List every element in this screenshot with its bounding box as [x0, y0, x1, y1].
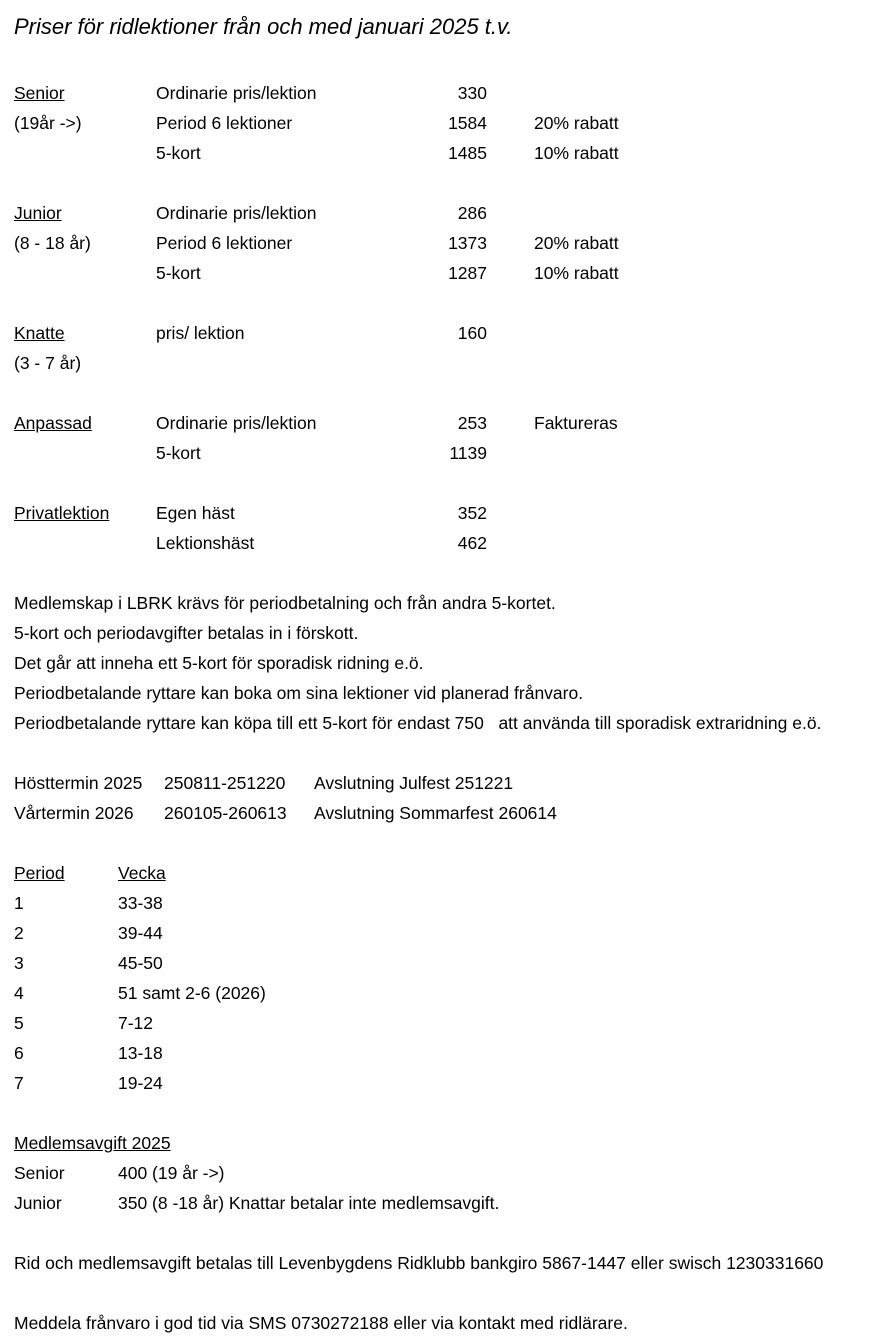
term-ending: Avslutning Julfest 251221 — [314, 773, 514, 793]
price-value: 1584 — [448, 113, 487, 133]
price-note: 20% rabatt — [534, 113, 619, 133]
period-header: Period — [14, 863, 65, 883]
price-note: 10% rabatt — [534, 143, 619, 163]
info-line: Periodbetalande ryttare kan köpa till ett 5-kort för endast 750 att använda till sporadisk extraridning e.ö. — [14, 713, 822, 733]
price-note: Faktureras — [534, 413, 618, 433]
price-note: 20% rabatt — [534, 233, 619, 253]
period-weeks: 51 samt 2-6 (2026) — [118, 983, 266, 1003]
period-number: 5 — [14, 1013, 24, 1033]
price-label: Ordinarie pris/lektion — [156, 203, 317, 223]
group-age-knatte: (3 - 7 år) — [14, 353, 82, 373]
group-name-anpassad: Anpassad — [14, 413, 92, 433]
period-weeks: 19-24 — [118, 1073, 163, 1093]
period-weeks: 13-18 — [118, 1043, 163, 1063]
period-weeks: 45-50 — [118, 953, 163, 973]
period-number: 3 — [14, 953, 24, 973]
price-label: 5-kort — [156, 263, 201, 283]
info-line: Medlemskap i LBRK krävs för periodbetalning och från andra 5-kortet. — [14, 593, 556, 613]
membership-value: 350 (8 -18 år) Knattar betalar inte medlemsavgift. — [118, 1193, 500, 1213]
term-dates: 260105-260613 — [164, 803, 287, 823]
price-note: 10% rabatt — [534, 263, 619, 283]
period-number: 7 — [14, 1073, 24, 1093]
price-value: 1373 — [448, 233, 487, 253]
membership-label: Senior — [14, 1163, 65, 1183]
period-weeks: 7-12 — [118, 1013, 154, 1033]
price-value: 330 — [457, 83, 487, 103]
price-value: 160 — [457, 323, 487, 343]
price-label: 5-kort — [156, 143, 201, 163]
period-number: 4 — [14, 983, 24, 1003]
price-label: Lektionshäst — [156, 533, 255, 553]
group-age-senior: (19år ->) — [14, 113, 82, 133]
price-label: pris/ lektion — [156, 323, 245, 343]
price-value: 286 — [457, 203, 487, 223]
price-label: Ordinarie pris/lektion — [156, 413, 317, 433]
group-name-senior: Senior — [14, 83, 65, 103]
price-label: Ordinarie pris/lektion — [156, 83, 317, 103]
price-value: 253 — [457, 413, 487, 433]
price-label: Period 6 lektioner — [156, 233, 293, 253]
term-name: Vårtermin 2026 — [14, 803, 134, 823]
group-name-privatlektion: Privatlektion — [14, 503, 110, 523]
term-ending: Avslutning Sommarfest 260614 — [314, 803, 557, 823]
info-line: Det går att inneha ett 5-kort för sporadisk ridning e.ö. — [14, 653, 424, 673]
price-value: 1139 — [449, 443, 487, 463]
membership-label: Junior — [14, 1193, 62, 1213]
price-value: 462 — [457, 533, 487, 553]
price-label: Egen häst — [156, 503, 235, 523]
group-name-knatte: Knatte — [14, 323, 65, 343]
price-label: Period 6 lektioner — [156, 113, 293, 133]
page-title: Priser för ridlektioner från och med januari 2025 t.v. — [14, 14, 513, 39]
absence-info: Meddela frånvaro i god tid via SMS 0730272188 eller via kontakt med ridlärare. — [14, 1313, 628, 1333]
price-value: 1287 — [448, 263, 487, 283]
info-line: Periodbetalande ryttare kan boka om sina lektioner vid planerad frånvaro. — [14, 683, 584, 703]
info-line: 5-kort och periodavgifter betalas in i förskott. — [14, 623, 359, 643]
period-weeks: 33-38 — [118, 893, 163, 913]
term-name: Hösttermin 2025 — [14, 773, 143, 793]
group-name-junior: Junior — [14, 203, 62, 223]
term-dates: 250811-251220 — [164, 773, 286, 793]
payment-info: Rid och medlemsavgift betalas till Levenbygdens Ridklubb bankgiro 5867-1447 eller swisch 1230331660 — [14, 1253, 824, 1273]
period-number: 2 — [14, 923, 24, 943]
period-weeks: 39-44 — [118, 923, 163, 943]
membership-heading: Medlemsavgift 2025 — [14, 1133, 171, 1153]
price-label: 5-kort — [156, 443, 201, 463]
price-value: 1485 — [448, 143, 487, 163]
period-number: 6 — [14, 1043, 24, 1063]
group-age-junior: (8 - 18 år) — [14, 233, 91, 253]
period-number: 1 — [14, 893, 24, 913]
price-value: 352 — [457, 503, 487, 523]
membership-value: 400 (19 år ->) — [118, 1163, 225, 1183]
week-header: Vecka — [118, 863, 166, 883]
